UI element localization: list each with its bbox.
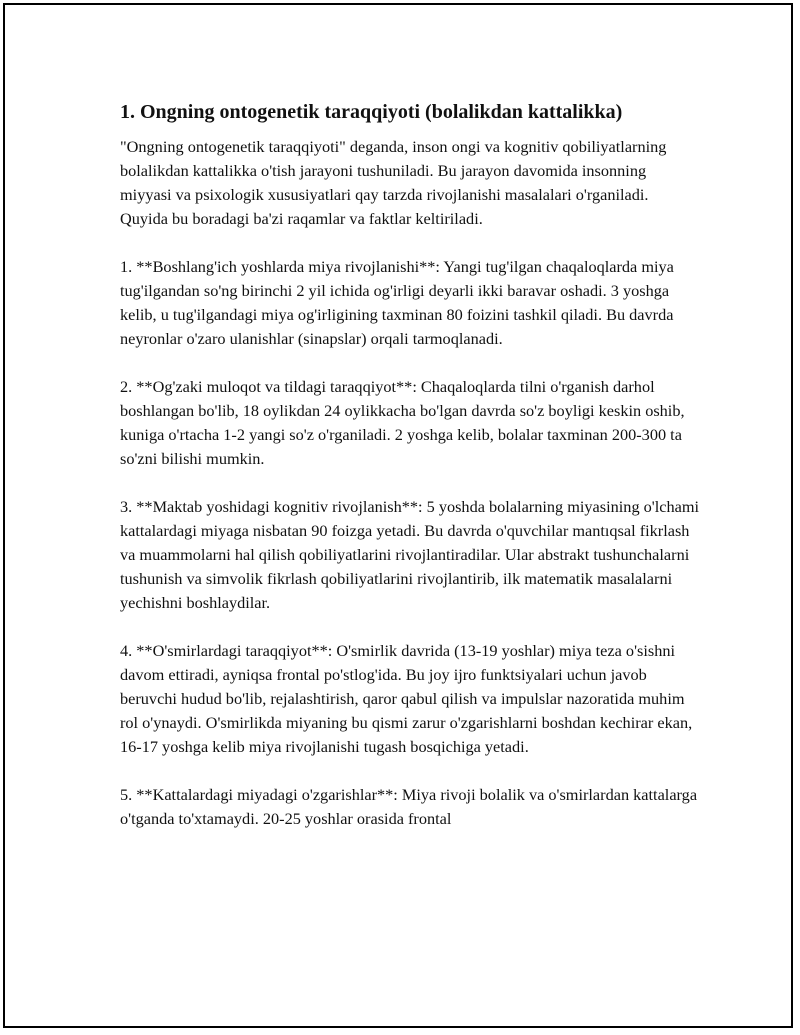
paragraph-adolescent-development: 4. **O'smirlardagi taraqqiyot**: O'smirlik davrida (13-19 yoshlar) miya teza o'sishni davom ettiradi, ayniqsa frontal po'stlog'ida. Bu joy ijro funktsiyalari uchun javob beruvchi hudud bo'lib, rejalashtirish, qaror qabul qilish va impulslar nazoratida muhim rol o'ynaydi. O'smirlikda miyaning bu qismi zarur o'zgarishlarni boshdan kechirar ekan, 16-17 yoshga kelib miya rivojlanishi tugash bosqichiga yetadi.: [120, 641, 693, 756]
paragraph-language-development: 2. **Og'zaki muloqot va tildagi taraqqiyot**: Chaqaloqlarda tilni o'rganish darhol boshlangan bo'lib, 18 oylikdan 24 oylikkacha bo'lgan davrda so'z boyligi keskin oshib, kuniga o'rtacha 1-2 yangi so'z o'rganiladi. 2 yoshga kelib, bolalar taxminan 200-300 ta so'zni bilishi mumkin.: [120, 377, 685, 468]
document-page: [3, 3, 793, 1028]
paragraph-school-age-cognition: 3. **Maktab yoshidagi kognitiv rivojlanish**: 5 yoshda bolalarning miyasining o'lchami kattalardagi miyaga nisbatan 90 foizga yetadi. Bu davrda o'quvchilar mantıqsal fikrlash va muammolarni hal qilish qobiliyatlarini rivojlantiradilar. Ular abstrakt tushunchalarni tushunish va simvolik fikrlash qobiliyatlarini rivojlantirib, ilk matematik masalalarni yechishni boshlaydilar.: [120, 497, 700, 612]
intro-paragraph: "Ongning ontogenetik taraqqiyoti" deganda, inson ongi va kognitiv qobiliyatlarning bolalikdan kattalikka o'tish jarayoni tushuniladi. Bu jarayon davomida insonning miyyasi va psixologik xususiyatlari qay tarzda rivojlanishi masalalari o'rganiladi. Quyida bu boradagi ba'zi raqamlar va faktlar keltiriladi.: [120, 137, 667, 228]
paragraph-brain-development: 1. **Boshlang'ich yoshlarda miya rivojlanishi**: Yangi tug'ilgan chaqaloqlarda miya tug'ilgandan so'ng birinchi 2 yil ichida og'irligi deyarli ikki baravar oshadi. 3 yoshga kelib, u tug'ilgandagi miya og'irligining taxminan 80 foizini tashkil qiladi. Bu davrda neyronlar o'zaro ulanishlar (sinapslar) orqali tarmoqlanadi.: [120, 257, 674, 348]
section-heading: 1. Ongning ontogenetik taraqqiyoti (bolalikdan kattalikka): [120, 101, 623, 123]
document-content: [120, 99, 700, 855]
paragraph-adult-brain-changes: 5. **Kattalardagi miyadagi o'zgarishlar**: Miya rivoji bolalik va o'smirlardan kattalarga o'tganda to'xtamaydi. 20-25 yoshlar orasida frontal: [120, 785, 698, 828]
